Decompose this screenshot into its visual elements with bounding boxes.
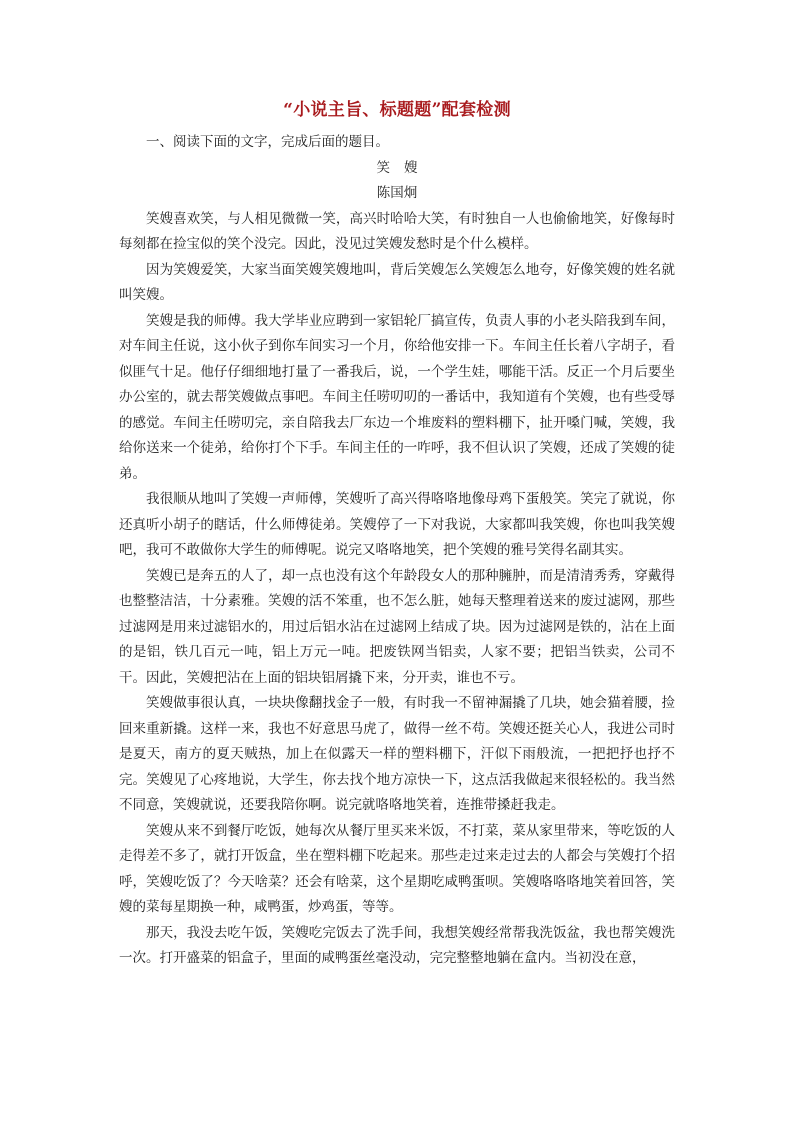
question-instruction: 一、阅读下面的文字，完成后面的题目。 bbox=[146, 134, 389, 150]
document-title: “小说主旨、标题题”配套检测 bbox=[283, 100, 511, 120]
story-title: 笑嫂 bbox=[376, 159, 432, 176]
paragraph: 笑嫂喜欢笑，与人相见微微一笑，高兴时哈哈大笑，有时独自一人也偷偷地笑，好像每时每刻都在捡宝似的笑个没完。因此，没见过笑嫂发愁时是个什么模样。 bbox=[119, 210, 675, 252]
paragraph: 那天，我没去吃午饭，笑嫂吃完饭去了洗手间，我想笑嫂经常帮我洗饭盆，我也帮笑嫂洗一次。打开盛菜的铝盒子，里面的咸鸭蛋丝毫没动，完完整整地躺在盒内。当初没在意， bbox=[119, 924, 675, 966]
paragraph: 笑嫂从来不到餐厅吃饭，她每次从餐厅里买来米饭，不打菜，菜从家里带来，等吃饭的人走得差不多了，就打开饭盒，坐在塑料棚下吃起来。那些走过来走过去的人都会与笑嫂打个招呼，笑嫂吃饭了？今天啥菜？还会有啥菜，这个星期吃咸鸭蛋呗。笑嫂咯咯咯地笑着回答，笑嫂的菜每星期换一种，咸鸭蛋，炒鸡蛋，等等。 bbox=[119, 822, 675, 915]
story-body bbox=[119, 207, 675, 972]
paragraph: 我很顺从地叫了笑嫂一声师傅，笑嫂听了高兴得咯咯地像母鸡下蛋般笑。笑完了就说，你还真听小胡子的瞎话，什么师傅徒弟。笑嫂停了一下对我说，大家都叫我笑嫂，你也叫我笑嫂吧，我可不敢做你大学生的师傅呢。说完又咯咯地笑，把个笑嫂的雅号笑得名副其实。 bbox=[119, 491, 675, 558]
paragraph: 笑嫂做事很认真，一块块像翻找金子一般，有时我一不留神漏撬了几块，她会猫着腰，捡回来重新撬。这样一来，我也不好意思马虎了，做得一丝不苟。笑嫂还挺关心人，我进公司时是夏天，南方的夏天贼热，加上在似露天一样的塑料棚下，汗似下雨般流，一把把抒也抒不完。笑嫂见了心疼地说，大学生，你去找个地方凉快一下，这点活我做起来很轻松的。我当然不同意，笑嫂就说，还要我陪你啊。说完就咯咯地笑着，连推带搡赶我走。 bbox=[119, 695, 675, 813]
paragraph: 因为笑嫂爱笑，大家当面笑嫂笑嫂地叫，背后笑嫂怎么笑嫂怎么地夸，好像笑嫂的姓名就叫笑嫂。 bbox=[119, 261, 675, 303]
story-author: 陈国炯 bbox=[376, 185, 418, 201]
document-page bbox=[119, 96, 675, 972]
paragraph: 笑嫂已是奔五的人了，却一点也没有这个年龄段女人的那种臃肿，而是清清秀秀，穿戴得也整整洁洁，十分素雅。笑嫂的活不笨重，也不怎么脏，她每天整理着送来的废过滤网，那些过滤网是用来过滤铝水的，用过后铝水沾在过滤网上结成了块。因为过滤网是铁的，沾在上面的是铝，铁几百元一吨，铝上万元一吨。把废铁网当铝卖，人家不要；把铝当铁卖，公司不干。因此，笑嫂把沾在上面的铝块铝屑撬下来，分开卖，谁也不亏。 bbox=[119, 567, 675, 686]
paragraph: 笑嫂是我的师傅。我大学毕业应聘到一家铝轮厂搞宣传，负责人事的小老头陪我到车间，对车间主任说，这小伙子到你车间实习一个月，你给他安排一下。车间主任长着八字胡子，看似匪气十足。他仔仔细细地打量了一番我后，说，一个学生娃，哪能干活。反正一个月后要坐办公室的，就去帮笑嫂做点事吧。车间主任唠叨叨的一番话中，我知道有个笑嫂，也有些受辱的感觉。车间主任唠叨完，亲自陪我去厂东边一个堆废料的塑料棚下，扯开嗓门喊，笑嫂，我给你送来一个徒弟，给你打个下手。车间主任的一咋呼，我不但认识了笑嫂，还成了笑嫂的徒弟。 bbox=[119, 312, 675, 482]
